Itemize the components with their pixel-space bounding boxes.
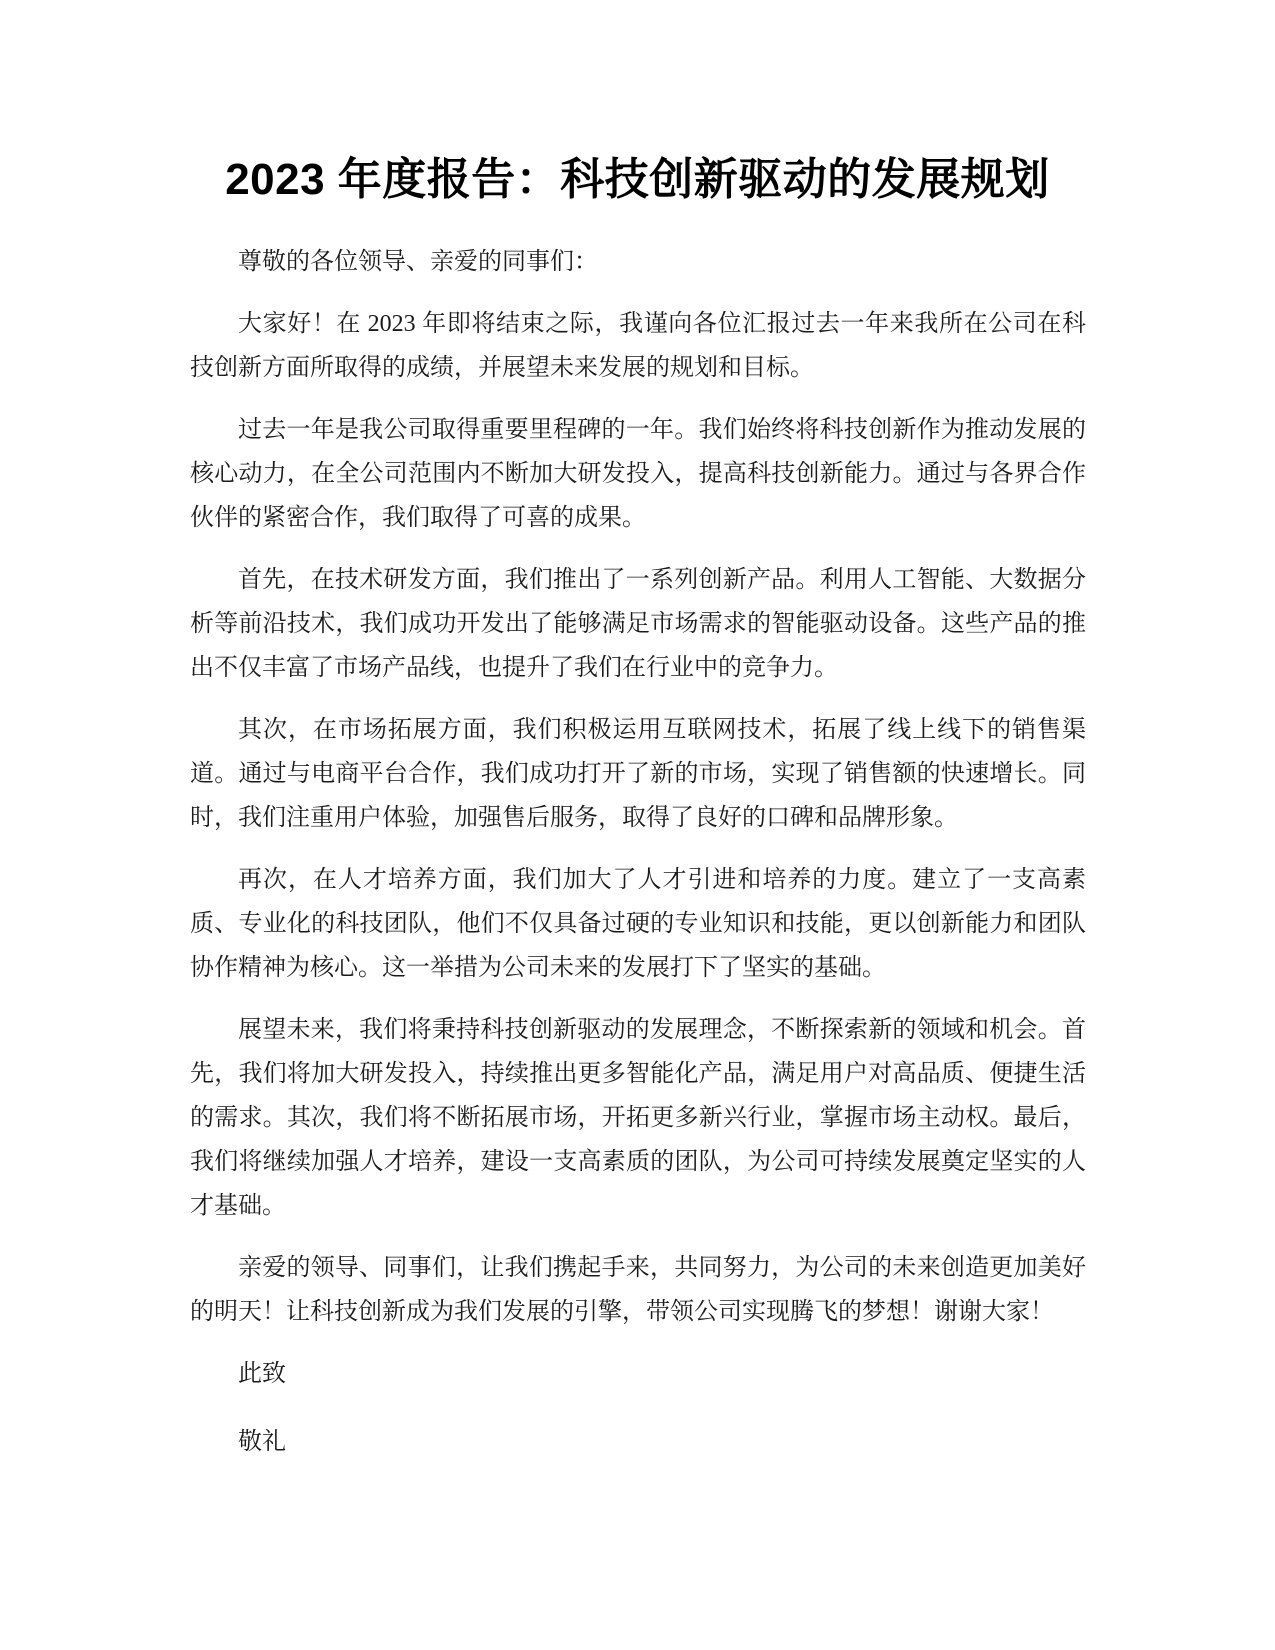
closing-line-2: 敬礼: [238, 1429, 286, 1455]
paragraph-7: 亲爱的领导、同事们，让我们携起手来，共同努力，为公司的未来创造更加美好的明天！让科技创新成为我们发展的引擎，带领公司实现腾飞的梦想！谢谢大家！: [190, 1255, 1086, 1325]
document-title: 2023 年度报告：科技创新驱动的发展规划: [225, 155, 1050, 204]
document-body: [190, 240, 1086, 1488]
paragraph-1: 大家好！在 2023 年即将结束之际，我谨向各位汇报过去一年来我所在公司在科技创新方面所取得的成绩，并展望未来发展的规划和目标。: [190, 311, 1086, 381]
paragraph-3: 首先，在技术研发方面，我们推出了一系列创新产品。利用人工智能、大数据分析等前沿技术，我们成功开发出了能够满足市场需求的智能驱动设备。这些产品的推出不仅丰富了市场产品线，也提升了我们在行业中的竞争力。: [190, 567, 1086, 681]
closing-line-1: 此致: [238, 1361, 286, 1387]
paragraph-2: 过去一年是我公司取得重要里程碑的一年。我们始终将科技创新作为推动发展的核心动力，在全公司范围内不断加大研发投入，提高科技创新能力。通过与各界合作伙伴的紧密合作，我们取得了可喜的成果。: [190, 417, 1086, 531]
paragraph-4: 其次，在市场拓展方面，我们积极运用互联网技术，拓展了线上线下的销售渠道。通过与电商平台合作，我们成功打开了新的市场，实现了销售额的快速增长。同时，我们注重用户体验，加强售后服务，取得了良好的口碑和品牌形象。: [190, 717, 1086, 831]
salutation: 尊敬的各位领导、亲爱的同事们：: [238, 249, 598, 275]
paragraph-6: 展望未来，我们将秉持科技创新驱动的发展理念，不断探索新的领域和机会。首先，我们将加大研发投入，持续推出更多智能化产品，满足用户对高品质、便捷生活的需求。其次，我们将不断拓展市场，开拓更多新兴行业，掌握市场主动权。最后，我们将继续加强人才培养，建设一支高素质的团队，为公司可持续发展奠定坚实的人才基础。: [190, 1017, 1086, 1219]
paragraph-5: 再次，在人才培养方面，我们加大了人才引进和培养的力度。建立了一支高素质、专业化的科技团队，他们不仅具备过硬的专业知识和技能，更以创新能力和团队协作精神为核心。这一举措为公司未来的发展打下了坚实的基础。: [190, 867, 1086, 981]
